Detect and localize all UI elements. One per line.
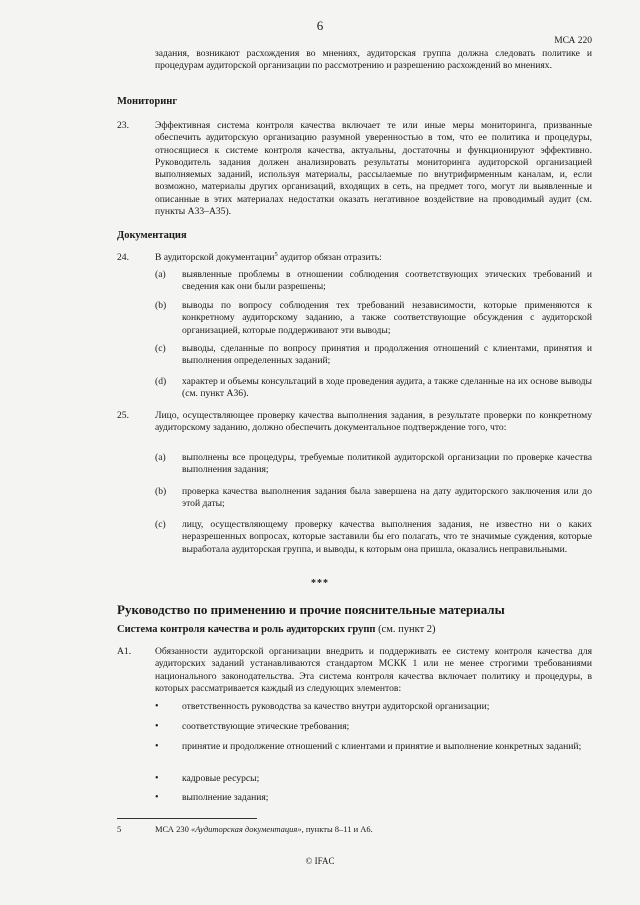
- para-23-text: Эффективная система контроля качества включает те или иные меры мониторинга, призванные обеспечить аудиторскую организацию разумной уверенностью в том, что ее политика и процедуры, относящиеся к системе контроля качества, актуальны, достаточны и функционируют эффективно. Руководитель задания должен анализировать результаты мониторинга аудиторской организацией выполняемых заданий, используя материалы, рассылаемые по внутрифирменным каналам, и, если возможно, материалы других организаций, входящих в сеть, на предмет того, могут ли выявленные и описанные в этих материалах недостатки оказать негативное воздействие на проводимый аудит (см. пункты А33–А35).: [155, 120, 592, 218]
- list-item-label: (a): [155, 452, 166, 463]
- list-item-label: (b): [155, 486, 167, 497]
- list-item-label: (d): [155, 376, 167, 387]
- bullet-item: выполнение задания;: [182, 792, 269, 803]
- bullet-item: кадровые ресурсы;: [182, 773, 260, 784]
- heading-monitoring: Мониторинг: [117, 96, 178, 107]
- list-item-text: характер и объемы консультаций в ходе проведения аудита, а также сделанные на их основе выводы (см. пункт А36).: [182, 376, 592, 400]
- list-item-text: выводы по вопросу соблюдения тех требований независимости, которые применяются к конкретному аудиторскому заданию, а также соответствующие обсуждения с аудиторской организацией, которые поддерживают эти выводы;: [182, 300, 592, 336]
- para-23-number: 23.: [117, 120, 129, 131]
- footnote-text: МСА 230 «Аудиторская документация», пункты 8–11 и А6.: [155, 824, 373, 834]
- section-separator: ***: [311, 578, 329, 589]
- header-code: МСА 220: [554, 36, 592, 46]
- bullet-item: соответствующие этические требования;: [182, 721, 350, 732]
- list-item-text: выполнены все процедуры, требуемые политикой аудиторской организации по проверке качества выполнения задания;: [182, 452, 592, 476]
- para-a1-number: A1.: [117, 646, 132, 657]
- list-item-label: (c): [155, 519, 166, 530]
- list-item-text: проверка качества выполнения задания была завершена на дату аудиторского заключения или до этой даты;: [182, 486, 592, 510]
- bullet-item: принятие и продолжение отношений с клиентами и принятие и выполнение конкретных заданий;: [182, 741, 582, 752]
- list-item-label: (c): [155, 343, 166, 354]
- heading-guidance: Руководство по применению и прочие пояснительные материалы: [117, 602, 505, 617]
- para-a1-text: Обязанности аудиторской организации внедрить и поддерживать ее систему контроля качества для аудиторских заданий устанавливаются стандартом МСКК 1 или не менее строгими требованиями национального законодательства. Эта система контроля качества включает политику и процедуры, в которых рассматривается каждый из следующих элементов:: [155, 646, 592, 694]
- list-item-label: (b): [155, 300, 167, 311]
- bullet-icon: •: [155, 773, 159, 784]
- para-25-number: 25.: [117, 410, 129, 421]
- list-item-text: выявленные проблемы в отношении соблюдения соответствующих этических требований и сведения как они были разрешены;: [182, 269, 592, 293]
- bullet-icon: •: [155, 792, 159, 803]
- bullet-item: ответственность руководства за качество внутри аудиторской организации;: [182, 701, 490, 712]
- footnote-mark: 5: [117, 824, 122, 834]
- bullet-icon: •: [155, 721, 159, 732]
- list-item-text: выводы, сделанные по вопросу принятия и продолжения отношений с клиентами, принятия и выполнения определенных заданий;: [182, 343, 592, 367]
- page-number: 6: [316, 18, 324, 33]
- continued-paragraph: задания, возникают расхождения во мнениях, аудиторская группа должна следовать политике и процедурам аудиторской организации по рассмотрению и разрешению расхождений во мнениях.: [155, 48, 592, 72]
- list-item-label: (a): [155, 269, 166, 280]
- para-24-intro: В аудиторской документации$^5$ аудитор обязан отразить:: [155, 250, 382, 263]
- para-25-intro: Лицо, осуществляющее проверку качества выполнения задания, в результате проверки по конкретному аудиторскому заданию, должно обеспечить документальное подтверждение того, что:: [155, 410, 592, 434]
- subheading-quality-control: Система контроля качества и роль аудиторских групп (см. пункт 2): [117, 624, 436, 635]
- para-24-number: 24.: [117, 252, 129, 263]
- bullet-icon: •: [155, 701, 159, 712]
- list-item-text: лицу, осуществляющему проверку качества выполнения задания, не известно ни о каких неразрешенных вопросах, которые заставили бы его полагать, что те значимые суждения, которые выработала аудиторская группа, и выводы, к которым она пришла, оказались неправильными.: [182, 519, 592, 555]
- footnote-ref: 5: [274, 250, 278, 258]
- footer-copyright: © IFAC: [305, 856, 335, 866]
- heading-documentation: Документация: [117, 230, 187, 241]
- bullet-icon: •: [155, 741, 159, 752]
- footnote-divider: [117, 818, 257, 819]
